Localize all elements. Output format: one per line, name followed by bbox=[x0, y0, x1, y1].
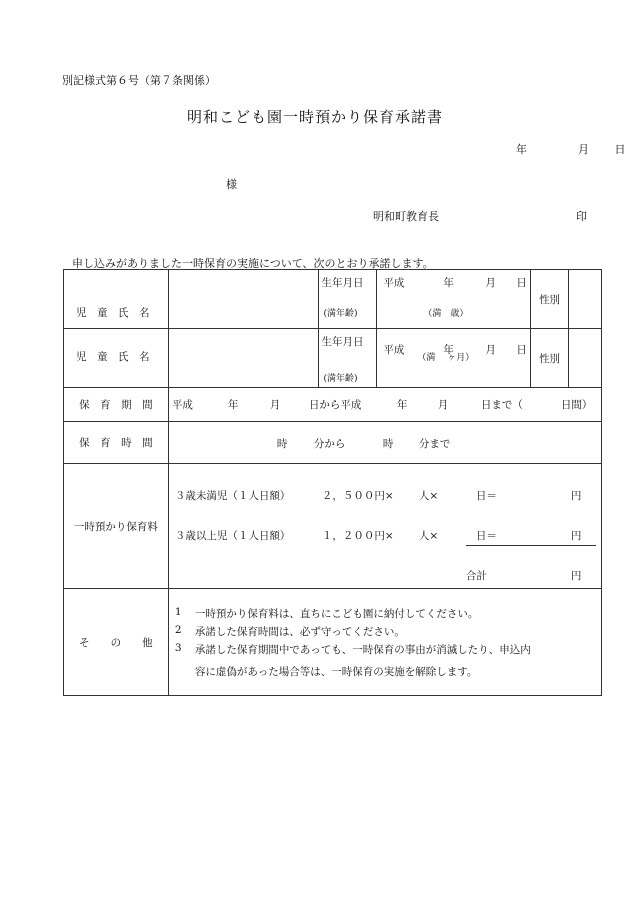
other-row bbox=[64, 589, 602, 696]
fee-under3-amount: ２，５００円× bbox=[321, 490, 394, 502]
period-label: 保 育 期 間 bbox=[64, 388, 169, 422]
child-name-label: 児 童 氏 名 bbox=[64, 270, 169, 329]
period-field[interactable]: 平成 年 月 日から平成 年 月 日まで（ 日間） bbox=[168, 388, 601, 422]
note-number: 3 bbox=[174, 642, 182, 654]
child-name-label: 児 童 氏 名 bbox=[64, 329, 169, 388]
subtotal-rule bbox=[466, 545, 596, 546]
note-text: 承諾した保育期間中であっても、一時保育の事由が消滅したり、申込内 bbox=[194, 644, 531, 656]
birthdate-field[interactable]: 平成 年 月 日 （満 歳） bbox=[377, 270, 531, 329]
addressee-suffix: 様 bbox=[226, 178, 237, 191]
birthdate-label: 生年月日 bbox=[321, 336, 364, 348]
note-text: 容に虚偽があった場合等は、一時保育の実施を解除します。 bbox=[194, 666, 478, 678]
hours-label: 保 育 時 間 bbox=[64, 422, 169, 464]
other-label: そ の 他 bbox=[64, 589, 169, 696]
notes-cell bbox=[168, 589, 601, 696]
issuer-name: 明和町教育長 bbox=[373, 210, 439, 223]
birthdate-label-cell bbox=[318, 270, 377, 329]
child-name-field[interactable] bbox=[168, 270, 318, 329]
fee-row bbox=[64, 464, 602, 589]
consent-form-table bbox=[63, 269, 602, 696]
fee-under3-label: ３歳未満児（１人日額） bbox=[174, 490, 291, 502]
form-number: 別記様式第６号（第７条関係） bbox=[62, 74, 216, 87]
birthdate-field[interactable]: 平成 年 月 日 （満 ヶ月） bbox=[377, 329, 531, 388]
child-name-field[interactable] bbox=[168, 329, 318, 388]
note-number: 2 bbox=[174, 624, 182, 636]
document-title: 明和こども園一時預かり保育承諾書 bbox=[186, 108, 443, 126]
hours-field[interactable]: 時 分から 時 分まで bbox=[168, 422, 601, 464]
age-label: (満年齢) bbox=[323, 309, 358, 319]
fee-field: ３歳未満児（１人日額） ２，５００円× 人× 日＝ 円 ３歳以上児（１人日額） １，２００円× 人× 日＝ 円 合計 円 bbox=[168, 464, 601, 589]
child-row bbox=[64, 329, 602, 388]
note-number: 1 bbox=[174, 606, 182, 618]
age-label: (満年齢) bbox=[323, 374, 358, 384]
note-text: 承諾した保育時間は、必ず守ってください。 bbox=[194, 626, 405, 638]
child-row bbox=[64, 270, 602, 329]
gender-label: 性別 bbox=[531, 329, 569, 388]
birthdate-label: 生年月日 bbox=[321, 277, 364, 289]
date-month: 月 bbox=[578, 143, 589, 156]
issue-date bbox=[516, 141, 626, 157]
note-text: 一時預かり保育料は、直ちにこども園に納付してください。 bbox=[194, 608, 479, 620]
gender-field[interactable] bbox=[569, 329, 602, 388]
fee-label: 一時預かり保育料 bbox=[64, 464, 169, 589]
hours-row bbox=[64, 422, 602, 464]
seal-mark: 印 bbox=[576, 210, 587, 223]
gender-field[interactable] bbox=[569, 270, 602, 329]
intro-text: 申し込みがありました一時保育の実施について、次のとおり承諾します。 bbox=[72, 257, 434, 270]
period-row bbox=[64, 388, 602, 422]
gender-label: 性別 bbox=[531, 270, 569, 329]
date-day: 日 bbox=[614, 143, 626, 156]
fee-over3-amount: １，２００円× bbox=[321, 530, 394, 542]
date-year: 年 bbox=[516, 143, 527, 156]
birthdate-label-cell bbox=[318, 329, 377, 388]
fee-over3-label: ３歳以上児（１人日額） bbox=[174, 530, 291, 542]
total-label: 合計 bbox=[465, 570, 487, 582]
